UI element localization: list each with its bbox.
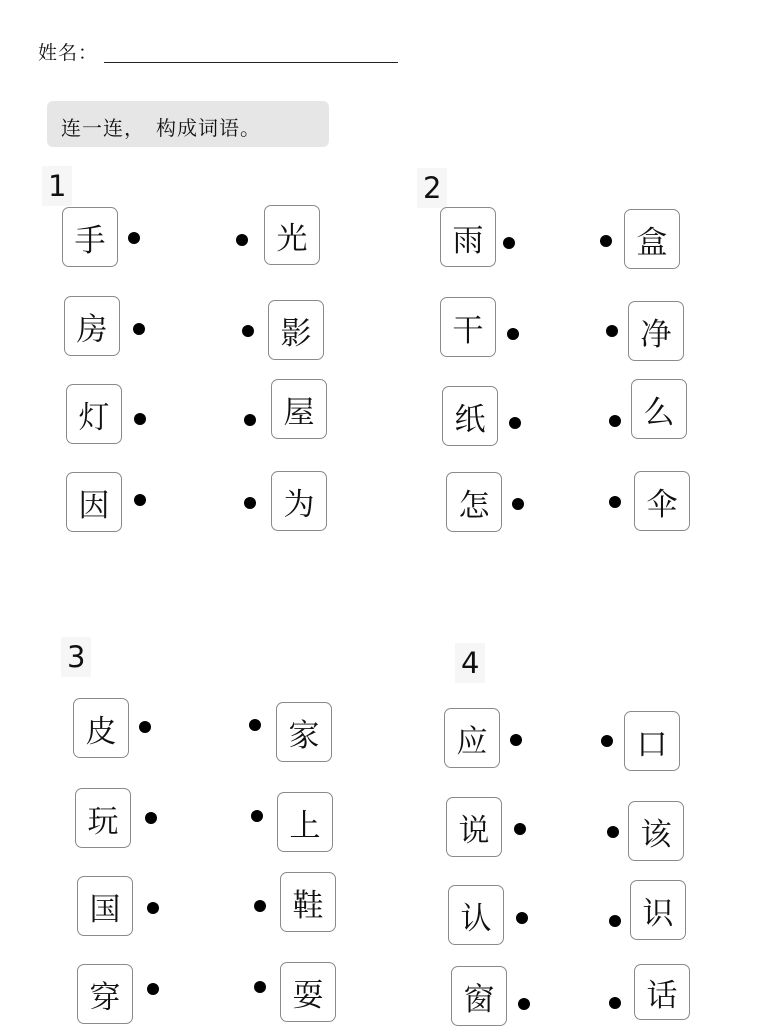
group-3-right-char-3: 鞋 — [280, 872, 336, 932]
group-4-right-char-4: 话 — [634, 964, 690, 1020]
group-4-left-char-3: 认 — [448, 885, 504, 945]
group-1-left-dot-4[interactable] — [134, 494, 146, 506]
group-1-left-dot-3[interactable] — [134, 413, 146, 425]
group-2-right-dot-3[interactable] — [609, 415, 621, 427]
group-2-right-dot-1[interactable] — [600, 235, 612, 247]
group-2-number: 2 — [417, 168, 447, 208]
group-1-right-char-1: 光 — [264, 205, 320, 265]
group-3-right-char-2: 上 — [277, 792, 333, 852]
group-3-left-dot-3[interactable] — [147, 902, 159, 914]
group-1-right-char-2: 影 — [268, 300, 324, 360]
group-3-right-dot-2[interactable] — [251, 810, 263, 822]
name-label: 姓名： — [38, 42, 99, 64]
group-2-right-dot-2[interactable] — [606, 325, 618, 337]
group-3-left-char-3: 国 — [77, 876, 133, 936]
group-1-left-char-2: 房 — [64, 296, 120, 356]
group-1-left-dot-2[interactable] — [133, 323, 145, 335]
group-2-left-dot-4[interactable] — [512, 498, 524, 510]
group-4-left-char-4: 窗 — [451, 966, 507, 1026]
group-4-right-dot-3[interactable] — [609, 915, 621, 927]
group-3-number: 3 — [61, 637, 91, 677]
instruction-banner — [47, 101, 329, 147]
group-3-right-dot-4[interactable] — [254, 981, 266, 993]
group-1-right-dot-2[interactable] — [242, 325, 254, 337]
group-2-left-char-3: 纸 — [442, 386, 498, 446]
group-3-left-char-1: 皮 — [73, 698, 129, 758]
group-1-right-dot-4[interactable] — [244, 497, 256, 509]
group-4-left-char-2: 说 — [446, 797, 502, 857]
group-3-right-dot-1[interactable] — [249, 719, 261, 731]
group-1-left-char-3: 灯 — [66, 384, 122, 444]
group-2-right-char-2: 净 — [628, 301, 684, 361]
group-4-left-dot-4[interactable] — [518, 998, 530, 1010]
group-3-right-char-1: 家 — [276, 702, 332, 762]
group-4-left-dot-1[interactable] — [510, 734, 522, 746]
group-1-left-char-4: 因 — [66, 472, 122, 532]
group-4-right-char-2: 该 — [628, 801, 684, 861]
group-4-left-char-1: 应 — [444, 708, 500, 768]
group-1-left-char-1: 手 — [62, 207, 118, 267]
group-4-number: 4 — [455, 643, 485, 683]
group-2-right-char-4: 伞 — [634, 471, 690, 531]
group-1-right-dot-3[interactable] — [244, 414, 256, 426]
name-blank-line[interactable] — [104, 62, 398, 63]
group-1-left-dot-1[interactable] — [128, 232, 140, 244]
group-2-left-char-4: 怎 — [446, 472, 502, 532]
group-4-left-dot-3[interactable] — [516, 912, 528, 924]
group-1-right-char-4: 为 — [271, 471, 327, 531]
group-4-right-dot-1[interactable] — [601, 735, 613, 747]
group-3-right-char-4: 耍 — [280, 962, 336, 1022]
group-2-left-char-2: 干 — [440, 297, 496, 357]
group-4-right-char-1: 口 — [624, 711, 680, 771]
group-1-right-char-3: 屋 — [271, 379, 327, 439]
group-2-left-char-1: 雨 — [440, 207, 496, 267]
group-2-left-dot-1[interactable] — [503, 237, 515, 249]
group-2-left-dot-3[interactable] — [509, 417, 521, 429]
group-2-right-char-1: 盒 — [624, 209, 680, 269]
group-3-right-dot-3[interactable] — [254, 900, 266, 912]
group-3-left-char-4: 穿 — [77, 964, 133, 1024]
group-3-left-dot-2[interactable] — [145, 812, 157, 824]
group-2-left-dot-2[interactable] — [507, 328, 519, 340]
group-3-left-dot-1[interactable] — [139, 721, 151, 733]
group-4-right-dot-4[interactable] — [609, 997, 621, 1009]
group-1-number: 1 — [42, 166, 72, 206]
group-3-left-dot-4[interactable] — [147, 983, 159, 995]
group-2-right-dot-4[interactable] — [609, 496, 621, 508]
group-4-right-char-3: 识 — [630, 880, 686, 940]
group-1-right-dot-1[interactable] — [236, 234, 248, 246]
group-3-left-char-2: 玩 — [75, 788, 131, 848]
group-4-right-dot-2[interactable] — [607, 826, 619, 838]
group-2-right-char-3: 么 — [631, 379, 687, 439]
group-4-left-dot-2[interactable] — [514, 823, 526, 835]
instruction-text: 连一连， 构成词语。 — [61, 116, 261, 140]
